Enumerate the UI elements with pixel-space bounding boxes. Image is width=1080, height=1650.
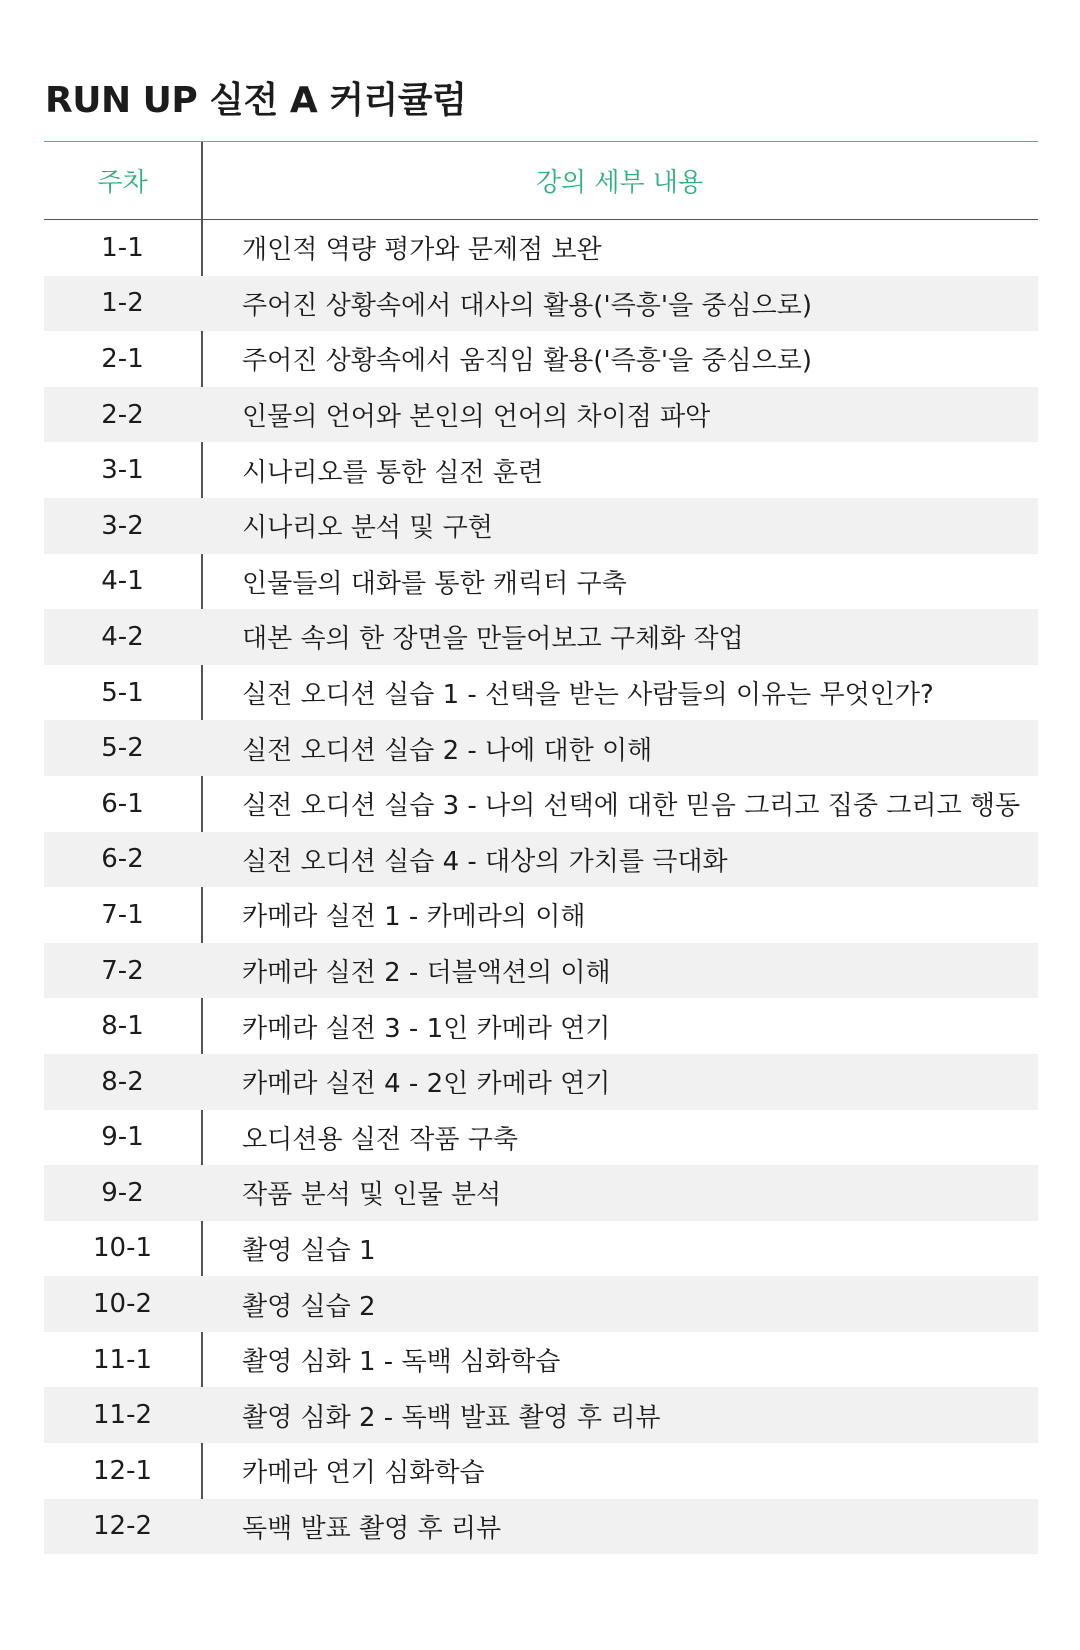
week-cell: 10-2 bbox=[92, 1289, 152, 1320]
content-cell: 독백 발표 촬영 후 리뷰 bbox=[242, 1513, 502, 1544]
table-header bbox=[44, 141, 1038, 220]
table-row bbox=[44, 1276, 1038, 1332]
table-row bbox=[44, 832, 1038, 888]
week-cell: 7-1 bbox=[101, 899, 144, 930]
content-cell: 실전 오디션 실습 3 - 나의 선택에 대한 믿음 그리고 집중 그리고 행동 bbox=[242, 791, 1021, 822]
content-cell: 시나리오를 통한 실전 훈련 bbox=[242, 457, 544, 488]
content-cell: 실전 오디션 실습 2 - 나에 대한 이해 bbox=[242, 735, 653, 766]
week-cell: 8-2 bbox=[101, 1066, 144, 1097]
table-row bbox=[44, 609, 1038, 665]
table-row bbox=[44, 442, 1038, 498]
table-row bbox=[44, 887, 1038, 943]
content-cell: 주어진 상황속에서 움직임 활용('즉흥'을 중심으로) bbox=[242, 346, 812, 377]
content-cell: 시나리오 분석 및 구현 bbox=[242, 513, 493, 544]
content-cell: 대본 속의 한 장면을 만들어보고 구체화 작업 bbox=[242, 624, 744, 655]
content-cell: 인물의 언어와 본인의 언어의 차이점 파악 bbox=[242, 402, 711, 433]
week-cell: 5-2 bbox=[101, 733, 144, 764]
content-cell: 실전 오디션 실습 1 - 선택을 받는 사람들의 이유는 무엇인가? bbox=[242, 680, 934, 711]
week-cell: 10-1 bbox=[92, 1233, 152, 1264]
content-cell: 카메라 연기 심화학습 bbox=[242, 1458, 485, 1489]
week-cell: 12-2 bbox=[92, 1511, 152, 1542]
table-row bbox=[44, 776, 1038, 832]
table-row bbox=[44, 1387, 1038, 1443]
week-cell: 9-1 bbox=[101, 1122, 144, 1153]
content-cell: 촬영 심화 2 - 독백 발표 촬영 후 리뷰 bbox=[242, 1402, 661, 1433]
week-cell: 5-1 bbox=[101, 677, 144, 708]
week-cell: 2-1 bbox=[101, 343, 144, 374]
table-row bbox=[44, 1499, 1038, 1555]
table-row bbox=[44, 331, 1038, 387]
week-cell: 4-2 bbox=[101, 621, 144, 652]
table-row bbox=[44, 276, 1038, 332]
week-cell: 1-1 bbox=[101, 232, 144, 263]
week-cell: 11-1 bbox=[92, 1344, 152, 1375]
table-row bbox=[44, 998, 1038, 1054]
table-row bbox=[44, 1221, 1038, 1277]
table-row bbox=[44, 498, 1038, 554]
week-cell: 3-1 bbox=[101, 455, 144, 486]
content-cell: 카메라 실전 2 - 더블액션의 이해 bbox=[242, 958, 611, 989]
curriculum-table bbox=[44, 141, 1038, 1554]
week-cell: 4-1 bbox=[101, 566, 144, 597]
content-cell: 주어진 상황속에서 대사의 활용('즉흥'을 중심으로) bbox=[242, 290, 812, 321]
table-row bbox=[44, 1443, 1038, 1499]
table-body bbox=[44, 220, 1038, 1554]
content-cell: 카메라 실전 1 - 카메라의 이해 bbox=[242, 902, 586, 933]
content-cell: 촬영 실습 1 bbox=[242, 1235, 376, 1266]
content-cell: 개인적 역량 평가와 문제점 보완 bbox=[242, 235, 602, 266]
table-row bbox=[44, 220, 1038, 276]
week-cell: 1-2 bbox=[101, 288, 144, 319]
table-row bbox=[44, 720, 1038, 776]
content-cell: 촬영 심화 1 - 독백 심화학습 bbox=[242, 1347, 561, 1378]
week-cell: 7-2 bbox=[101, 955, 144, 986]
table-row bbox=[44, 387, 1038, 443]
content-cell: 오디션용 실전 작품 구축 bbox=[242, 1124, 518, 1155]
table-row bbox=[44, 554, 1038, 610]
content-cell: 작품 분석 및 인물 분석 bbox=[242, 1180, 502, 1211]
page-title: RUN UP 실전 A 커리큘럼 bbox=[45, 80, 467, 121]
week-cell: 3-2 bbox=[101, 510, 144, 541]
week-cell: 9-2 bbox=[101, 1177, 144, 1208]
week-cell: 6-2 bbox=[101, 844, 144, 875]
table-row bbox=[44, 1110, 1038, 1166]
week-cell: 11-2 bbox=[92, 1400, 152, 1431]
week-cell: 6-1 bbox=[101, 788, 144, 819]
content-cell: 촬영 실습 2 bbox=[242, 1291, 376, 1322]
week-cell: 12-1 bbox=[92, 1455, 152, 1486]
table-row bbox=[44, 1332, 1038, 1388]
table-row bbox=[44, 943, 1038, 999]
content-cell: 인물들의 대화를 통한 캐릭터 구축 bbox=[242, 568, 627, 599]
header-week: 주차 bbox=[97, 168, 148, 198]
week-cell: 2-2 bbox=[101, 399, 144, 430]
week-cell: 8-1 bbox=[101, 1011, 144, 1042]
header-content: 강의 세부 내용 bbox=[535, 168, 704, 198]
content-cell: 카메라 실전 3 - 1인 카메라 연기 bbox=[242, 1013, 611, 1044]
table-row bbox=[44, 665, 1038, 721]
table-row bbox=[44, 1165, 1038, 1221]
content-cell: 카메라 실전 4 - 2인 카메라 연기 bbox=[242, 1069, 611, 1100]
table-row bbox=[44, 1054, 1038, 1110]
content-cell: 실전 오디션 실습 4 - 대상의 가치를 극대화 bbox=[242, 846, 728, 877]
